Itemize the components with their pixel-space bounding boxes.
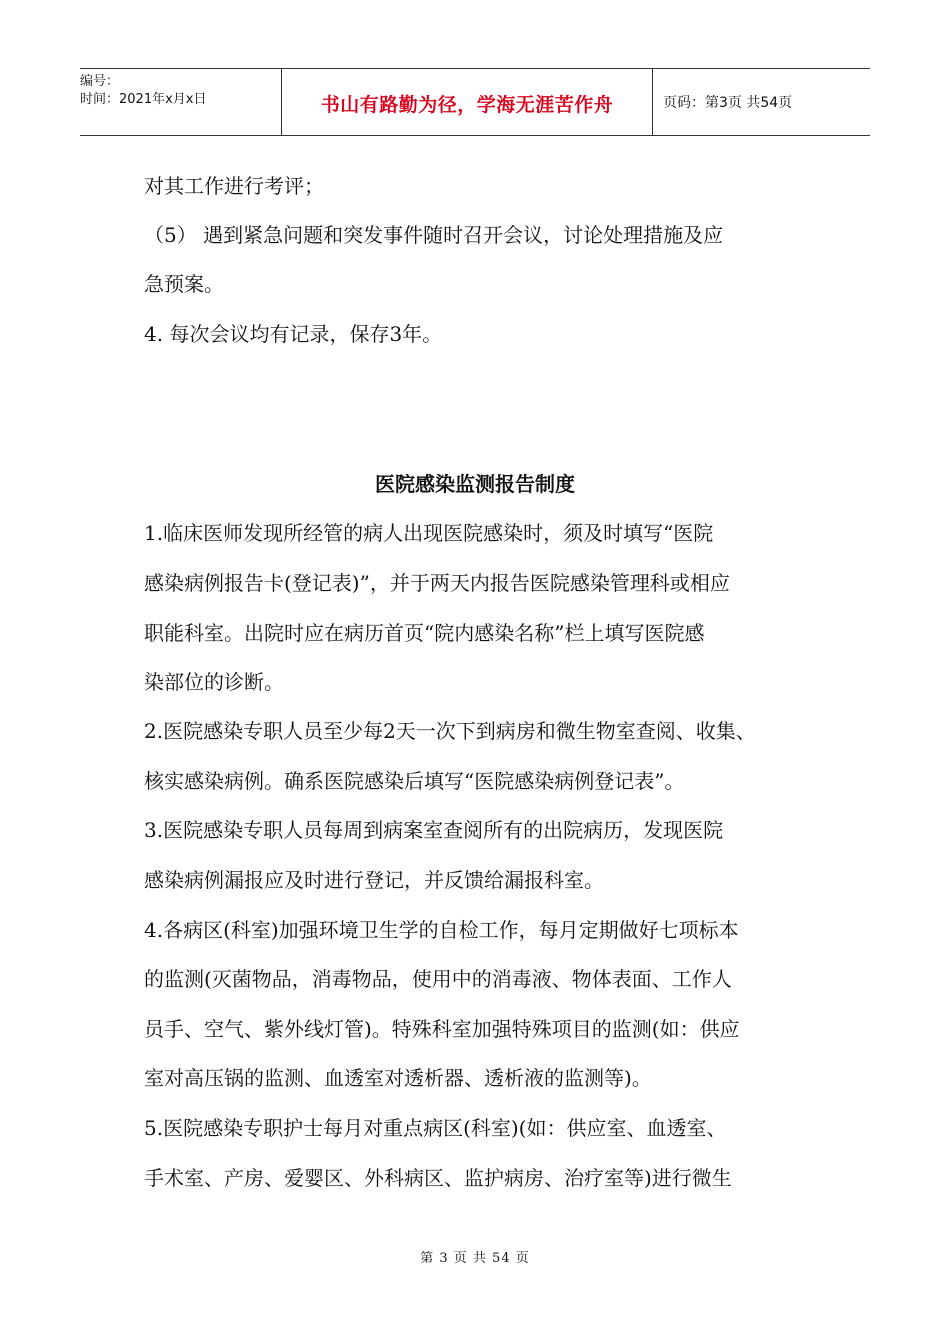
- section-line: 3.医院感染专职人员每周到病案室查阅所有的出院病历，发现医院: [144, 818, 724, 842]
- header-meta: [80, 69, 282, 135]
- section-line: 室对高压锅的监测、血透室对透析器、透析液的监测等)。: [144, 1066, 652, 1090]
- page-header: [80, 68, 870, 136]
- section-line: 员手、空气、紫外线灯管)。特殊科室加强特殊项目的监测(如：供应: [144, 1017, 740, 1041]
- section-line: 1.临床医师发现所经管的病人出现医院感染时，须及时填写“医院: [144, 521, 714, 545]
- body-line: 对其工作进行考评；: [144, 174, 324, 198]
- page-footer: 第 3 页 共 54 页: [420, 1251, 530, 1266]
- section-line: 职能科室。出院时应在病历首页“院内感染名称”栏上填写医院感: [144, 621, 705, 645]
- section-line: 4.各病区(科室)加强环境卫生学的自检工作，每月定期做好七项标本: [144, 918, 739, 942]
- header-motto: 书山有路勤为径，学海无涯苦作舟: [320, 93, 614, 116]
- section-line: 手术室、产房、爱婴区、外科病区、监护病房、治疗室等)进行微生: [144, 1166, 732, 1190]
- header-time-label: 时间：2021年x月x日: [80, 92, 207, 107]
- body-line: 急预案。: [144, 272, 224, 296]
- header-motto-cell: [282, 69, 653, 135]
- section-line: 5.医院感染专职护士每月对重点病区(科室)(如：供应室、血透室、: [144, 1116, 727, 1140]
- section-line: 的监测(灭菌物品，消毒物品，使用中的消毒液、物体表面、工作人: [144, 967, 732, 991]
- body-line: （5） 遇到紧急问题和突发事件随时召开会议，讨论处理措施及应: [144, 223, 724, 247]
- header-page-cell: [653, 69, 870, 135]
- section-title: 医院感染监测报告制度: [375, 472, 575, 496]
- section-line: 核实感染病例。确系医院感染后填写“医院感染病例登记表”。: [144, 769, 685, 793]
- section-line: 2.医院感染专职人员至少每2天一次下到病房和微生物室查阅、收集、: [144, 719, 756, 743]
- section-line: 感染病例漏报应及时进行登记，并反馈给漏报科室。: [144, 868, 604, 892]
- section-line: 染部位的诊断。: [144, 670, 284, 694]
- header-number-label: 编号：: [80, 74, 120, 89]
- section-line: 感染病例报告卡(登记表)”，并于两天内报告医院感染管理科或相应: [144, 571, 730, 595]
- header-page-info: 页码：第3页 共54页: [663, 95, 793, 111]
- body-line: 4. 每次会议均有记录，保存3年。: [144, 322, 443, 346]
